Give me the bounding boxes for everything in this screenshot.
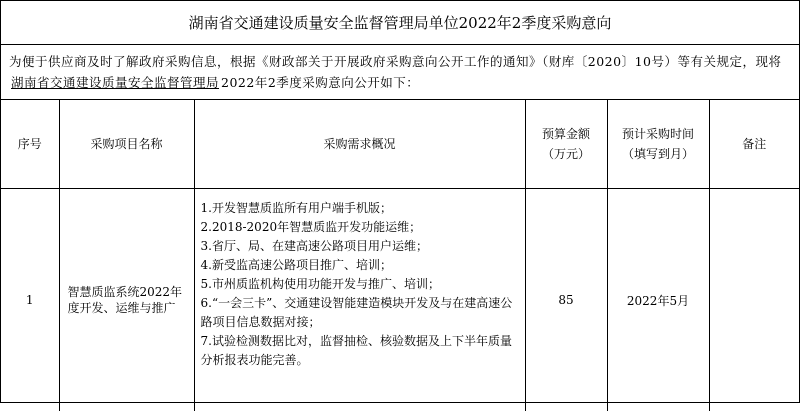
intro-prefix: 为便于供应商及时了解政府采购信息，根据《财政部关于开展政府采购意向公开工作的通知》（财库〔2020〕10号）等有关规定，现将 [9, 54, 781, 69]
header-index: 序号 [1, 100, 59, 189]
cell-budget: 85 [525, 189, 607, 411]
requirement-item: 7.试验检测数据比对，监督抽检、核验数据及上下半年质量分析报表功能完善。 [201, 332, 519, 370]
requirement-item: 5.市州质监机构使用功能开发与推广、培训； [201, 275, 519, 294]
requirement-item: 4.新受监高速公路项目推广、培训； [201, 256, 519, 275]
cell-index: 1 [1, 189, 59, 411]
header-remarks: 备注 [709, 100, 799, 189]
header-requirements: 采购需求概况 [194, 100, 525, 189]
table-row [1, 189, 799, 411]
cell-remarks [709, 189, 799, 411]
header-time-label: 预计采购时间（填写到月） [618, 124, 698, 164]
requirement-item: 3.省厅、局、在建高速公路项目用户运维； [201, 237, 519, 256]
intro-paragraph [1, 45, 799, 100]
header-budget [525, 100, 607, 189]
requirement-item: 2.2018-2020年智慧质监开发功能运维； [201, 218, 519, 237]
table-header-row [1, 100, 799, 189]
page-title: 湖南省交通建设质量安全监督管理局单位2022年2季度采购意向 [1, 1, 799, 45]
header-name: 采购项目名称 [59, 100, 194, 189]
header-budget-label: 预算金额（万元） [531, 124, 601, 164]
requirements-list [201, 199, 519, 370]
cell-time: 2022年5月 [607, 189, 709, 411]
intro-unit-name: 湖南省交通建设质量安全监督管理局 [9, 75, 221, 90]
procurement-table [1, 100, 799, 411]
requirement-item: 1.开发智慧质监所有用户端手机版； [201, 199, 519, 218]
header-time [607, 100, 709, 189]
cell-requirements [194, 189, 525, 411]
intro-suffix: 2022年2季度采购意向公开如下： [221, 75, 419, 90]
requirement-item: 6.“一会三卡”、交通建设智能建造模块开发及与在建高速公路项目信息数据对接； [201, 294, 519, 332]
cell-name: 智慧质监系统2022年度开发、运维与推广 [59, 189, 194, 411]
